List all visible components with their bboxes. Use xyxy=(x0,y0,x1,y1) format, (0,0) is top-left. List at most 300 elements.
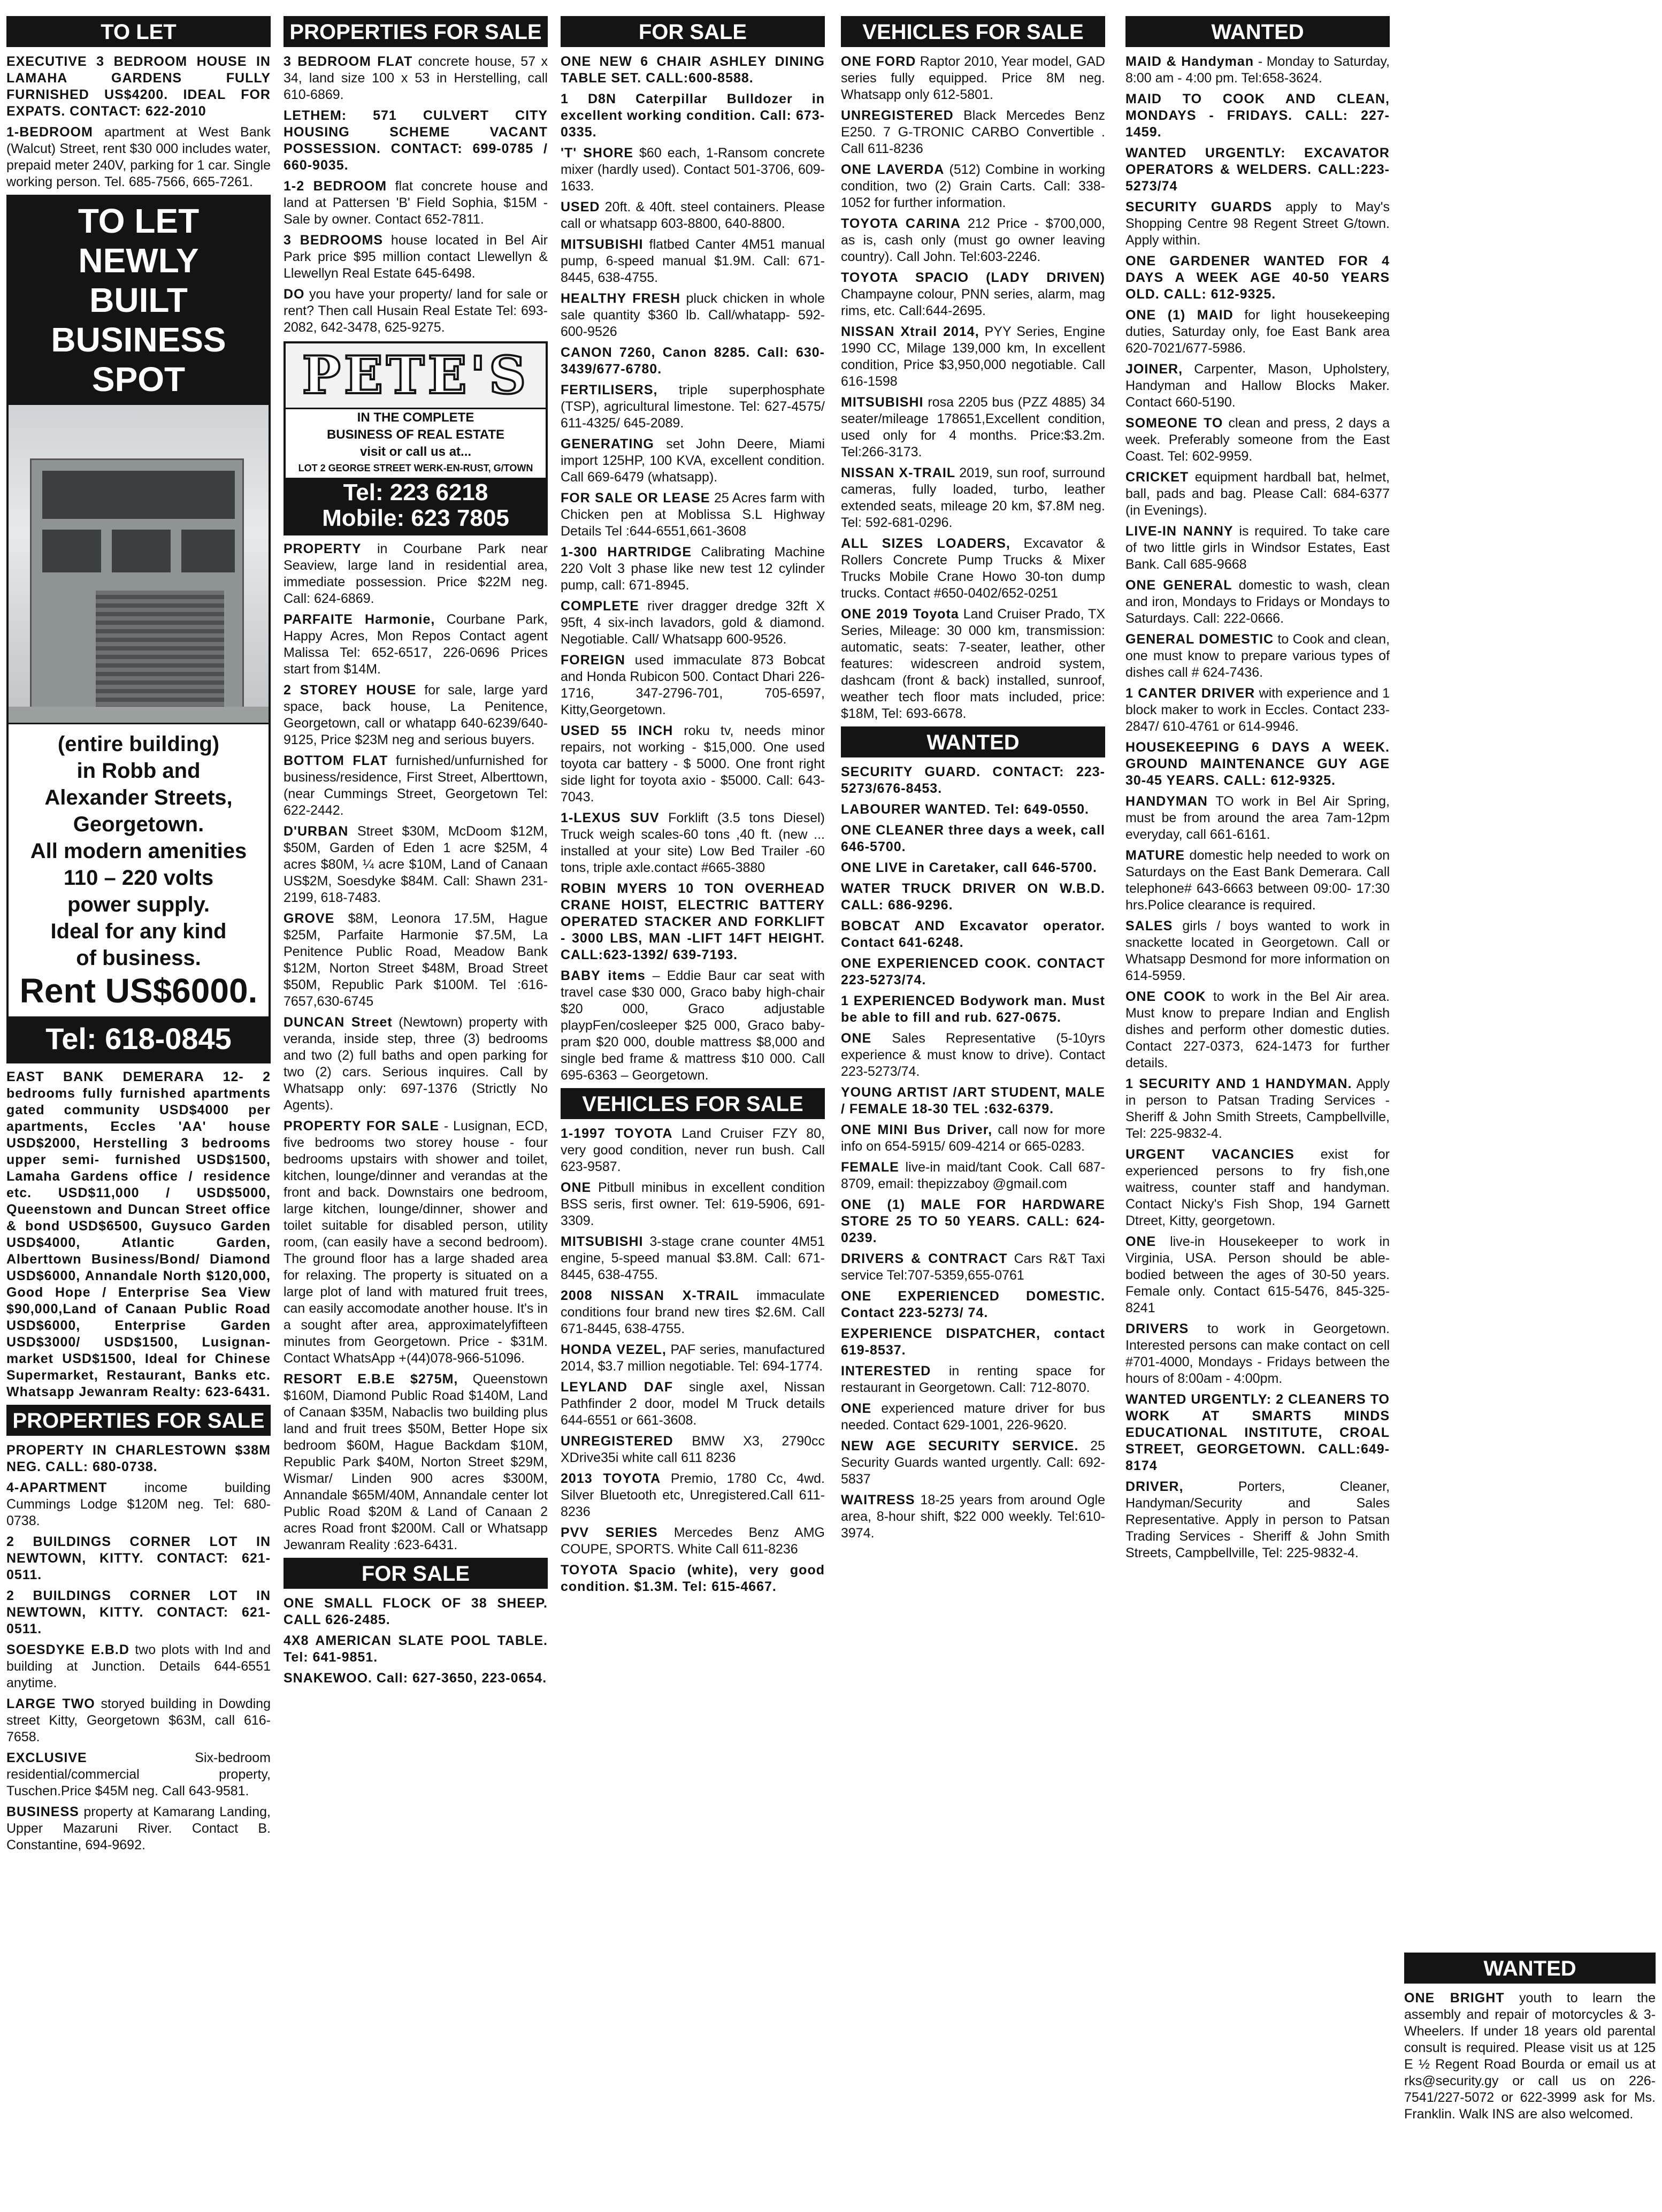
classified-ad xyxy=(561,236,825,286)
classified-ad xyxy=(6,1534,271,1583)
ad-text: set John Deere, Miami import 125HP, 100 KVA, excellent condition. Call 669-6479 (whatsapp). xyxy=(561,437,825,485)
classified-ad xyxy=(6,1588,271,1637)
classified-ad xyxy=(284,1371,548,1553)
ad-lead: INTERESTED xyxy=(841,1364,931,1379)
feature-body-line: (entire building) xyxy=(57,732,220,756)
classified-ad xyxy=(561,968,825,1084)
ad-lead: MITSUBISHI xyxy=(561,1234,644,1249)
ad-lead: 3 BEDROOM FLAT xyxy=(284,54,413,69)
classified-ad xyxy=(841,918,1105,951)
ad-text: equipment hardball bat, helmet, ball, pads and bag. Please Call: 684-6377 (in Evenings). xyxy=(1125,470,1390,518)
ad-lead: TOYOTA CARINA xyxy=(841,216,961,231)
classified-ad xyxy=(561,723,825,806)
ad-lead: EXCLUSIVE xyxy=(6,1750,87,1765)
classified-ad xyxy=(841,822,1105,855)
ad-text: immaculate conditions four brand new tires $2.6M. Call 671-8445, 638-4755. xyxy=(561,1288,825,1336)
ad-text: apartment at West Bank (Walcut) Street, rent $30 000 includes water, prepaid meter 240V, parking for 1 car. Single working person. Tel. 685-7566, 665-7261. xyxy=(6,125,271,189)
section-header: FOR SALE xyxy=(284,1558,548,1589)
section-header: WANTED xyxy=(841,726,1105,757)
ad-text: 18-25 years from around Ogle area, 8-hour shift, $22 000 weekly. Tel:610-3974. xyxy=(841,1492,1105,1541)
ad-lead: 2008 NISSAN X-TRAIL xyxy=(561,1288,739,1303)
ad-text: is required. To take care of two little girls in Windsor Estates, East Bank. Call 685-9668 xyxy=(1125,524,1390,572)
ad-lead: NISSAN Xtrail 2014, xyxy=(841,324,979,339)
feature-title-line: BUSINESS xyxy=(51,320,226,359)
feature-telephone: Tel: 618-0845 xyxy=(9,1016,269,1061)
logo-tagline: visit or call us at... xyxy=(359,445,472,459)
ad-text: Carpenter, Mason, Upholstery, Handyman and Hallow Blocks Maker. Contact 660-5190. xyxy=(1125,362,1390,410)
ad-text: flat concrete house and land at Pattersen 'B' Field Sophia, $15M - Sale by owner. Contact 652-7811. xyxy=(284,179,548,227)
ad-lead: 1-1997 TOYOTA xyxy=(561,1126,673,1141)
ad-text: storyed building in Dowding street Kitty, Georgetown $63M, call 616-7658. xyxy=(6,1696,271,1744)
ad-lead: WAITRESS xyxy=(841,1492,915,1507)
ad-text: Land Cruiser Prado, TX Series, Mileage: 30 000 km, transmission: automatic, seats: 7-seater, leather, other features: widescreen android system, dashcam (front & back) installed, sunroof, weather tech floor mats included, price: $18M, Tel: 693-6678. xyxy=(841,607,1105,721)
ad-lead: WANTED URGENTLY: 2 CLEANERS TO WORK AT SMARTS MINDS EDUCATIONAL INSTITUTE, CROAL STREET, GEORGETOWN. CALL:649-8174 xyxy=(1125,1392,1390,1473)
classified-ad xyxy=(1125,739,1390,789)
classified-ad xyxy=(561,1234,825,1283)
ad-lead: FERTILISERS, xyxy=(561,382,658,397)
ad-text: Queenstown $160M, Diamond Public Road $140M, Land of Canaan $35M, Nabaclis two building plus land and fruit trees $50M, Better Hope six bedroom $60M, Hague Backdam $10M, Republic Park $40M, Norton Street $29M, Wismar/ Linden 900 acres $300M, Annandale $65M/40M, Annandale center lot Public Road $20M & Land of Canaan 2 acres Road front $200M. Call or Whatsapp Jewanram Reality :623-6431. xyxy=(284,1372,548,1552)
classified-ad xyxy=(1125,145,1390,195)
ad-text: in Courbane Park near Seaview, large land in residential area, immediate possession. Price $22M neg. Call: 624-6869. xyxy=(284,541,548,606)
classified-ad xyxy=(284,823,548,906)
ad-text: $8M, Leonora 17.5M, Hague $25M, Parfaite Harmonie $7.5M, La Penitence Public Road, Meadow Bank $12M, Norton Street $48M, Broad Street $50M, Republic Park $100M. Tel :616-7657,630-6745 xyxy=(284,911,548,1009)
classified-ad xyxy=(284,682,548,748)
column-wanted-extra xyxy=(1404,1953,1656,2177)
classified-ad xyxy=(841,108,1105,157)
logo-wordmark: PETE'S xyxy=(286,343,546,409)
ad-text: Champayne colour, PNN series, alarm, mag rims, etc. Call:644-2695. xyxy=(841,287,1105,318)
ad-text: Raptor 2010, Year model, GAD series fully equipped. Price 8M neg. Whatsapp only 612-5801. xyxy=(841,54,1105,102)
ad-lead: 2 STOREY HOUSE xyxy=(284,683,417,698)
ad-lead: SALES xyxy=(1125,919,1173,933)
ad-text: live-in maid/tant Cook. Call 687-8709, email: thepizzaboy @gmail.com xyxy=(841,1160,1105,1191)
ad-text: single axel, Nissan Pathfinder 2 door, model M Truck details 644-6551 or 661-3608. xyxy=(561,1380,825,1428)
logo-tagline: BUSINESS OF REAL ESTATE xyxy=(326,427,505,442)
ad-lead: BOTTOM FLAT xyxy=(284,753,388,768)
ad-lead: ONE 2019 Toyota xyxy=(841,607,959,622)
ad-text: concrete house, 57 x 34, land size 100 x 53 in Herstelling, call 610-6869. xyxy=(284,54,548,102)
classified-ad xyxy=(841,801,1105,818)
ad-lead: ONE CLEANER three days a week, call 646-5700. xyxy=(841,823,1105,854)
classified-ad xyxy=(284,1014,548,1114)
ad-text: you have your property/ land for sale or rent? Then call Husain Real Estate Tel: 693-2082, 642-3478, 625-9275. xyxy=(284,287,548,335)
classified-ad xyxy=(6,1480,271,1529)
classified-ad xyxy=(1125,1146,1390,1229)
ad-lead: MITSUBISHI xyxy=(561,237,644,252)
ad-text: girls / boys wanted to work in snackette located in Georgetown. Call or Whatsapp Desmond for more information on 614-5959. xyxy=(1125,919,1390,983)
ad-text: domestic to wash, clean and iron, Mondays to Fridays or Mondays to Saturdays. Call: 222-0666. xyxy=(1125,578,1390,626)
ad-lead: BOBCAT AND Excavator operator. Contact 641-6248. xyxy=(841,919,1105,950)
ad-text: - Monday to Saturday, 8:00 am - 4:00 pm. Tel:658-3624. xyxy=(1125,54,1390,86)
ad-lead: UNREGISTERED xyxy=(841,108,954,123)
ad-lead: LARGE TWO xyxy=(6,1696,95,1711)
section-header: PROPERTIES FOR SALE xyxy=(284,16,548,47)
ad-lead: USED xyxy=(561,200,600,215)
ad-lead: ONE GARDENER WANTED FOR 4 DAYS A WEEK AGE 40-50 YEARS OLD. CALL: 612-9325. xyxy=(1125,254,1390,302)
classified-ad xyxy=(284,286,548,336)
feature-title-line: SPOT xyxy=(91,360,186,399)
classified-ad xyxy=(6,1642,271,1691)
ad-text: apply to May's Shopping Centre 98 Regent Street G/town. Apply within. xyxy=(1125,200,1390,248)
ad-text: Cars R&T Taxi service Tel:707-5359,655-0761 xyxy=(841,1251,1105,1283)
ad-lead: LEYLAND DAF xyxy=(561,1380,673,1395)
classified-ad xyxy=(1125,1479,1390,1562)
ad-lead: ROBIN MYERS 10 TON OVERHEAD CRANE HOIST, ELECTRIC BATTERY OPERATED STACKER AND FORKLIFT - 3000 LBS, MAN -LIFT 14FT HEIGHT. CALL:623-1392/ 639-7193. xyxy=(561,881,825,962)
ad-text: Courbane Park, Happy Acres, Mon Repos Contact agent Malissa Tel: 652-6517, 226-0696 Prices start from $14M. xyxy=(284,612,548,677)
ad-text: domestic help needed to work on Saturdays on the East Bank Demerara. Call telephone# 643-6663 between 09:00- 17:30 hrs.Police clearance is required. xyxy=(1125,848,1390,913)
classified-ad xyxy=(841,1084,1105,1118)
feature-ad-body xyxy=(9,724,269,1016)
ad-lead: JOINER, xyxy=(1125,362,1183,377)
ad-lead: TOYOTA Spacio (white), very good condition. $1.3M. Tel: 615-4667. xyxy=(561,1563,825,1594)
ad-lead: FOREIGN xyxy=(561,653,625,668)
ad-lead: ONE (1) MAID xyxy=(1125,308,1234,323)
ad-text: 20ft. & 40ft. steel containers. Please call or whatsapp 603-8800, 640-8800. xyxy=(561,200,825,231)
ad-text: Calibrating Machine 220 Volt 3 phase like new test 12 cylinder pump, call: 671-8945. xyxy=(561,545,825,593)
ad-lead: ONE BRIGHT xyxy=(1404,1991,1505,2006)
feature-ad-title xyxy=(9,197,269,403)
classified-ad xyxy=(284,178,548,228)
ad-text: property at Kamarang Landing, Upper Mazaruni River. Contact B. Constantine, 694-9692. xyxy=(6,1804,271,1853)
ad-lead: 2 BUILDINGS CORNER LOT IN NEWTOWN, KITTY. CONTACT: 621-0511. xyxy=(6,1588,271,1636)
ad-lead: DO xyxy=(284,287,305,302)
ad-lead: ONE NEW 6 CHAIR ASHLEY DINING TABLE SET. CALL:600-8588. xyxy=(561,54,825,86)
ad-lead: MATURE xyxy=(1125,848,1185,863)
classified-ad xyxy=(1125,793,1390,843)
feature-body-line: Georgetown. xyxy=(73,813,204,836)
ad-text: (512) Combine in working condition, two (2) Grain Carts. Call: 338-1052 for further information. xyxy=(841,162,1105,210)
ad-text: 212 Price - $700,000, as is, cash only (must go owner leaving country). Call John. Tel:603-2246. xyxy=(841,216,1105,264)
classified-ad xyxy=(6,1442,271,1475)
ad-lead: MITSUBISHI xyxy=(841,395,924,410)
ad-lead: GENERAL DOMESTIC xyxy=(1125,632,1274,647)
ad-lead: 2 BUILDINGS CORNER LOT IN NEWTOWN, KITTY. CONTACT: 621-0511. xyxy=(6,1534,271,1582)
classified-ad xyxy=(6,1069,271,1400)
ad-text: Sales Representative (5-10yrs experience & must know to drive). Contact 223-5273/74. xyxy=(841,1031,1105,1079)
ad-lead: NISSAN X-TRAIL xyxy=(841,465,956,480)
ad-text: Premio, 1780 Cc, 4wd. Silver Bluetooth etc, Unregistered.Call 611-8236 xyxy=(561,1471,825,1519)
ad-lead: PROPERTY FOR SALE xyxy=(284,1119,440,1134)
column-to-let xyxy=(6,16,271,2199)
section-header: WANTED xyxy=(1125,16,1390,47)
classified-ad xyxy=(841,1030,1105,1080)
classified-ad xyxy=(841,324,1105,390)
ad-lead: ONE COOK xyxy=(1125,989,1206,1004)
classified-ad xyxy=(841,270,1105,319)
ad-lead: 1-2 BEDROOM xyxy=(284,179,387,194)
ad-lead: BABY items xyxy=(561,968,646,983)
classified-ad xyxy=(284,232,548,282)
ad-lead: 2013 TOYOTA xyxy=(561,1471,661,1486)
classified-ad xyxy=(561,1562,825,1595)
feature-body-line: 110 – 220 volts xyxy=(63,866,214,890)
ad-lead: 1-BEDROOM xyxy=(6,125,93,140)
ad-text: TO work in Bel Air Spring, must be from around the area 7am-12pm everyday, call 661-6161. xyxy=(1125,794,1390,842)
ad-lead: GENERATING xyxy=(561,437,654,451)
ad-lead: WATER TRUCK DRIVER ON W.B.D. CALL: 686-9296. xyxy=(841,881,1105,913)
ad-lead: 1 SECURITY AND 1 HANDYMAN. xyxy=(1125,1076,1352,1091)
ad-text: (Newtown) property with veranda, inside step, three (3) bedrooms and two (2) full baths and open parking for two (2) cars. Serious inquires. Call by Whatsapp only: 697-1376 (Strictly No Agents). xyxy=(284,1015,548,1113)
classified-ad xyxy=(1125,307,1390,357)
classified-ad xyxy=(561,1342,825,1375)
classified-ad xyxy=(284,53,548,103)
classified-ad xyxy=(1125,415,1390,465)
classified-ad xyxy=(841,1363,1105,1396)
ad-lead: GROVE xyxy=(284,911,335,926)
feature-body-line: All modern amenities xyxy=(30,839,247,863)
classified-ad xyxy=(561,436,825,486)
feature-body-line: of business. xyxy=(76,946,201,970)
ad-lead: 'T' SHORE xyxy=(561,146,634,160)
ad-lead: COMPLETE xyxy=(561,599,639,614)
ad-text: house located in Bel Air Park price $95 million contact Llewellyn & Llewellyn Real Estate 645-6498. xyxy=(284,233,548,281)
classified-ad xyxy=(1125,1391,1390,1474)
classified-ad xyxy=(561,544,825,594)
ad-text: live-in Housekeeper to work in Virginia, USA. Person should be able-bodied between the ages of 30-50 years. Female only. Contact 615-5476, 845-325-8241 xyxy=(1125,1234,1390,1315)
ad-text: Forklift (3.5 tons Diesel) Truck weigh scales-60 tons ,40 ft. (new ... installed at your site) Low Bed Trailer -60 tons, triple axle.contact #665-3880 xyxy=(561,810,825,875)
classified-ad xyxy=(1125,523,1390,573)
ad-text: used immaculate 873 Bobcat and Honda Rubicon 500. Contact Dhari 226-1716, 347-2796-701, 705-6597, Kitty,Georgetown. xyxy=(561,653,825,717)
ad-lead: LIVE-IN NANNY xyxy=(1125,524,1234,539)
ad-lead: PARFAITE Harmonie, xyxy=(284,612,435,627)
section-header: FOR SALE xyxy=(561,16,825,47)
classified-ad xyxy=(1125,1234,1390,1317)
ad-lead: EAST BANK DEMERARA 12- 2 bedrooms fully furnished apartments gated community USD$4000 per apartments, Eccles 'AA' house USD$2000, Herstelling 3 bedrooms upper semi- furnished USD$1500, Lamaha Gardens office / residence etc. USD$11,000 / USD$5000, Queenstown and Duncan Street office & bond USD$6500, Guysuco Garden USD$4000, Atlantic Garden, Alberttown Business/Bond/ Diamond USD$6000, Annandale North $120,000, Good Hope / Enterprise Sea View $90,000,Land of Canaan Public Road USD$6000, Enterprise Garden USD$3000/ USD$1500, Lusignan-market USD$1500, Ideal for Chinese Supermarket, Restaurant, Banks etc. Whatsapp Jewanram Realty: 623-6431. xyxy=(6,1069,271,1399)
classified-ad xyxy=(561,91,825,141)
ad-text: to Cook and clean, one must know to prepare various types of dishes call # 624-7436. xyxy=(1125,632,1390,680)
classified-ad xyxy=(561,1180,825,1229)
feature-body-line: in Robb and xyxy=(76,759,201,783)
classified-ad xyxy=(841,955,1105,989)
ad-text: to work in the Bel Air area. Must know to prepare Indian and English dishes and perform other domestic duties. Contact 227-0373, 624-1473 for further details. xyxy=(1125,989,1390,1070)
classified-ad xyxy=(284,1633,548,1666)
building-illustration xyxy=(30,458,244,715)
classified-ad xyxy=(841,1288,1105,1321)
ad-lead: HONDA VEZEL, xyxy=(561,1342,667,1357)
classified-ad xyxy=(561,652,825,718)
ad-lead: ONE LAVERDA xyxy=(841,162,945,177)
ad-lead: DUNCAN Street xyxy=(284,1015,393,1030)
classified-ad xyxy=(561,1525,825,1558)
ad-lead: DRIVER, xyxy=(1125,1479,1184,1494)
classified-ad xyxy=(6,53,271,120)
classified-ad xyxy=(561,345,825,378)
ad-lead: ONE MINI Bus Driver, xyxy=(841,1122,993,1137)
ad-lead: HOUSEKEEPING 6 DAYS A WEEK. GROUND MAINTENANCE GUY AGE 30-45 YEARS. CALL: 612-9325. xyxy=(1125,740,1390,788)
section-header: TO LET xyxy=(6,16,271,47)
classified-ad xyxy=(561,810,825,876)
ad-lead: PROPERTY xyxy=(284,541,362,556)
classified-ad xyxy=(6,1804,271,1854)
ad-lead: ALL SIZES LOADERS, xyxy=(841,536,1010,551)
ad-lead: HEALTHY FRESH xyxy=(561,291,680,306)
classified-ad xyxy=(1125,847,1390,914)
column-vehicles-for-sale xyxy=(841,16,1105,2199)
ad-lead: ONE GENERAL xyxy=(1125,578,1232,593)
ad-text: for light housekeeping duties, Saturday only, foe East Bank area 620-7021/677-5986. xyxy=(1125,308,1390,356)
ad-text: 25 Acres farm with Chicken pen at Moblissa S.L Highway Details Tel :644-6551,661-3608 xyxy=(561,491,825,539)
ad-lead: SOMEONE TO xyxy=(1125,416,1223,431)
ad-lead: ONE (1) MALE FOR HARDWARE STORE 25 TO 50 YEARS. CALL: 624-0239. xyxy=(841,1197,1105,1245)
ad-text: BMW X3, 2790cc XDrive35i white call 611 8236 xyxy=(561,1434,825,1465)
classified-ad xyxy=(1125,361,1390,411)
ad-text: PYY Series, Engine 1990 CC, Milage 139,000 km, In excellent condition, Price $3,950,000 negotiable. Call 616-1598 xyxy=(841,324,1105,389)
ad-text: pluck chicken in whole sale quantity $360 lb. Call/whatapp- 592-600-9526 xyxy=(561,291,825,339)
section-header: WANTED xyxy=(1404,1953,1656,1984)
ad-lead: PROPERTY IN CHARLESTOWN $38M NEG. CALL: 680-0738. xyxy=(6,1443,271,1474)
logo-telephone: Tel: 223 6218 xyxy=(343,479,488,506)
ad-lead: SNAKEWOO. Call: 627-3650, 223-0654. xyxy=(284,1671,547,1686)
classified-ad xyxy=(841,216,1105,265)
classified-ad xyxy=(841,606,1105,722)
classified-ad xyxy=(841,1400,1105,1434)
classified-ad xyxy=(841,53,1105,103)
ad-text: call now for more info on 654-5915/ 609-4214 or 665-0283. xyxy=(841,1122,1105,1154)
petes-real-estate-logo xyxy=(284,341,548,535)
classified-ad xyxy=(561,1433,825,1466)
ad-lead: 1-300 HARTRIDGE xyxy=(561,545,692,560)
feature-ad-business-spot xyxy=(6,195,271,1063)
feature-rent: Rent US$6000. xyxy=(19,971,258,1010)
classified-ad xyxy=(1125,91,1390,141)
ad-text: river dragger dredge 32ft X 95ft, 4 six-inch lavadors, gold & diamond. Negotiable. Call/ Whatsapp 600-9526. xyxy=(561,599,825,647)
feature-title-line: NEWLY xyxy=(78,241,199,280)
ad-lead: 4X8 AMERICAN SLATE POOL TABLE. Tel: 641-9851. xyxy=(284,1633,548,1665)
ad-lead: DRIVERS xyxy=(1125,1321,1189,1336)
ad-text: experienced mature driver for bus needed. Contact 629-1001, 226-9620. xyxy=(841,1401,1105,1433)
feature-title-line: TO LET xyxy=(78,202,200,240)
feature-title-line: BUILT xyxy=(89,281,188,319)
classified-ad xyxy=(6,124,271,190)
ad-lead: ONE xyxy=(841,1401,872,1416)
classified-ad xyxy=(561,1126,825,1175)
classified-ad xyxy=(1125,989,1390,1071)
ad-lead: MAID TO COOK AND CLEAN, MONDAYS - FRIDAYS. CALL: 227-1459. xyxy=(1125,91,1390,140)
ad-lead: YOUNG ARTIST /ART STUDENT, MALE / FEMALE 18-30 TEL :632-6379. xyxy=(841,1085,1105,1116)
ad-text: 25 Security Guards wanted urgently. Call: 692-5837 xyxy=(841,1438,1105,1487)
ad-text: income building Cummings Lodge $120M neg. Tel: 680-0738. xyxy=(6,1480,271,1528)
classified-ad xyxy=(284,611,548,678)
ad-text: PAF series, manufactured 2014, $3.7 million negotiable. Tel: 694-1774. xyxy=(561,1342,825,1374)
classified-ad xyxy=(1125,199,1390,249)
classified-ad xyxy=(1125,53,1390,87)
ad-lead: D'URBAN xyxy=(284,824,349,839)
ad-lead: PVV SERIES xyxy=(561,1525,658,1540)
ad-lead: MAID & Handyman xyxy=(1125,54,1254,69)
ad-lead: ONE SMALL FLOCK OF 38 SHEEP. CALL 626-2485. xyxy=(284,1596,548,1627)
ad-lead: ONE EXPERIENCED COOK. CONTACT 223-5273/74. xyxy=(841,956,1105,988)
ad-lead: 3 BEDROOMS xyxy=(284,233,384,248)
logo-phones xyxy=(286,478,546,533)
classified-ad xyxy=(841,1251,1105,1284)
classified-ad xyxy=(561,1288,825,1337)
feature-body-line: power supply. xyxy=(67,893,210,916)
ad-text: Land Cruiser FZY 80, very good condition, never run bush. Call 623-9587. xyxy=(561,1126,825,1174)
classified-ad xyxy=(284,753,548,819)
ad-lead: CANON 7260, Canon 8285. Call: 630-3439/677-6780. xyxy=(561,345,825,377)
classified-ad xyxy=(841,1122,1105,1155)
classified-ad xyxy=(561,490,825,540)
ad-lead: EXPERIENCE DISPATCHER, contact 619-8537. xyxy=(841,1326,1105,1358)
classified-ad xyxy=(1125,1321,1390,1387)
ad-text: Pitbull minibus in excellent condition BSS seris, first owner. Tel: 619-5906, 691-3309. xyxy=(561,1180,825,1228)
ad-lead: LABOURER WANTED. Tel: 649-0550. xyxy=(841,802,1089,817)
ad-lead: ONE xyxy=(561,1180,592,1195)
classified-ad xyxy=(561,1379,825,1429)
classified-ad xyxy=(1125,1076,1390,1142)
classified-ad xyxy=(841,465,1105,531)
classified-ad xyxy=(561,199,825,232)
classified-ad xyxy=(561,1471,825,1520)
classified-ad xyxy=(284,108,548,174)
classified-ad xyxy=(1125,253,1390,303)
logo-tagline: IN THE COMPLETE xyxy=(357,410,474,425)
classified-ad xyxy=(284,541,548,607)
classified-ad xyxy=(6,1696,271,1746)
classified-ad xyxy=(284,1595,548,1628)
ad-lead: UNREGISTERED xyxy=(561,1434,673,1449)
classified-ad xyxy=(841,535,1105,602)
ad-lead: USED 55 INCH xyxy=(561,723,673,738)
ad-text: Six-bedroom residential/commercial property, Tuschen.Price $45M neg. Call 643-9581. xyxy=(6,1750,271,1798)
ad-lead: URGENT VACANCIES xyxy=(1125,1147,1295,1162)
classified-ad xyxy=(1125,469,1390,519)
ad-text: Apply in person to Patsan Trading Services - Sheriff & John Smith Streets, Campbellville, Tel: 225-9832-4. xyxy=(1125,1076,1390,1141)
classified-ad xyxy=(841,993,1105,1026)
ad-text: two plots with Ind and building at Junction. Details 644-6551 anytime. xyxy=(6,1642,271,1690)
ad-text: Excavator & Rollers Concrete Pump Trucks & Mixer Trucks Mobile Crane Howo 30-ton dump trucks. Contact #650-0402/652-0251 xyxy=(841,536,1105,601)
classified-ad xyxy=(1125,577,1390,627)
classified-ad xyxy=(284,910,548,1010)
classified-ad xyxy=(841,881,1105,914)
classified-ad xyxy=(561,382,825,432)
classified-ad xyxy=(1125,918,1390,984)
classified-ad xyxy=(6,1750,271,1800)
classified-ad xyxy=(841,1197,1105,1246)
ad-lead: EXECUTIVE 3 BEDROOM HOUSE IN LAMAHA GARDENS FULLY FURNISHED US$4200. IDEAL FOR EXPATS. CONTACT: 622-2010 xyxy=(6,54,271,119)
ad-text: furnished/unfurnished for business/residence, First Street, Alberttown, (near Cummings Street, Georgetown Tel: 622-2442. xyxy=(284,753,548,818)
ad-lead: SECURITY GUARD. CONTACT: 223-5273/676-8453. xyxy=(841,764,1105,796)
ad-lead: BUSINESS xyxy=(6,1804,79,1819)
building-photo xyxy=(9,403,269,724)
ad-lead: ONE EXPERIENCED DOMESTIC. Contact 223-5273/ 74. xyxy=(841,1289,1105,1320)
ad-text: 2019, sun roof, surround cameras, fully loaded, turbo, leather extended seats, mileage 20 km, $7.8M neg. Tel: 592-681-0296. xyxy=(841,465,1105,530)
feature-body-line: Alexander Streets, xyxy=(44,786,233,809)
ad-text: triple superphosphate (TSP), agricultural limestone. Tel: 627-4575/ 611-4325/ 645-2089. xyxy=(561,382,825,431)
ad-lead: 1 D8N Caterpillar Bulldozer in excellent working condition. Call: 673-0335. xyxy=(561,91,825,140)
classified-ad xyxy=(841,1438,1105,1488)
ad-lead: FEMALE xyxy=(841,1160,899,1175)
ad-lead: NEW AGE SECURITY SERVICE. xyxy=(841,1438,1079,1453)
ad-lead: FOR SALE OR LEASE xyxy=(561,491,710,506)
ad-lead: RESORT E.B.E $275M, xyxy=(284,1372,458,1387)
ad-text: Black Mercedes Benz E250. 7 G-TRONIC CARBO Convertible . Call 611-8236 xyxy=(841,108,1105,156)
classified-ad xyxy=(561,290,825,340)
classified-ad xyxy=(1404,1990,1656,2123)
classified-ad xyxy=(561,881,825,963)
classified-ad xyxy=(841,1492,1105,1542)
logo-mobile: Mobile: 623 7805 xyxy=(322,505,509,531)
column-for-sale xyxy=(561,16,825,2199)
ad-text: - Lusignan, ECD, five bedrooms two storey house - four bedrooms upstairs with shower and toilet, kitchen, lounge/dinner and verandas at the front and back. Downstairs one bedroom, large kitchen, lounge/dinner, shower and toilet suitable for disabled person, utility room, (can easily have a second bedroom). The ground floor has a large shaded area for relaxing. The property is situated on a large plot of land with matured fruit trees, can easily accomodate another house. It's in a sought after area, approximatelyfifteen minutes from Georgetown. Price - $31M. Contact WhatsApp +(44)078-966-51096. xyxy=(284,1119,548,1366)
ad-text: Porters, Cleaner, Handyman/Security and Sales Representative. Apply in person to Patsan Trading Services - Sheriff & John Smith Streets, Campbellville, Tel: 225-9832-4. xyxy=(1125,1479,1390,1560)
ad-text: youth to learn the assembly and repair of motorcycles & 3-Wheelers. If under 18 years old parental consult is required. Please visit us at 125 E ½ Regent Road Bourda or email us at rks@security.gy or call us on 226-7541/227-5072 or 622-3999 ask for Ms. Franklin. Walk INS are also welcomed. xyxy=(1404,1991,1656,2122)
ad-lead: 1 CANTER DRIVER xyxy=(1125,686,1255,701)
ad-text: for sale, large yard space, back house, La Penitence, Georgetown, call or whatapp 640-6239/640-9125, Price $23M neg and serious buyers. xyxy=(284,683,548,747)
classified-ad xyxy=(284,1670,548,1687)
classified-ad xyxy=(841,162,1105,211)
ad-text: clean and press, 2 days a week. Preferably someone from the East Coast. Tel: 602-9959. xyxy=(1125,416,1390,464)
